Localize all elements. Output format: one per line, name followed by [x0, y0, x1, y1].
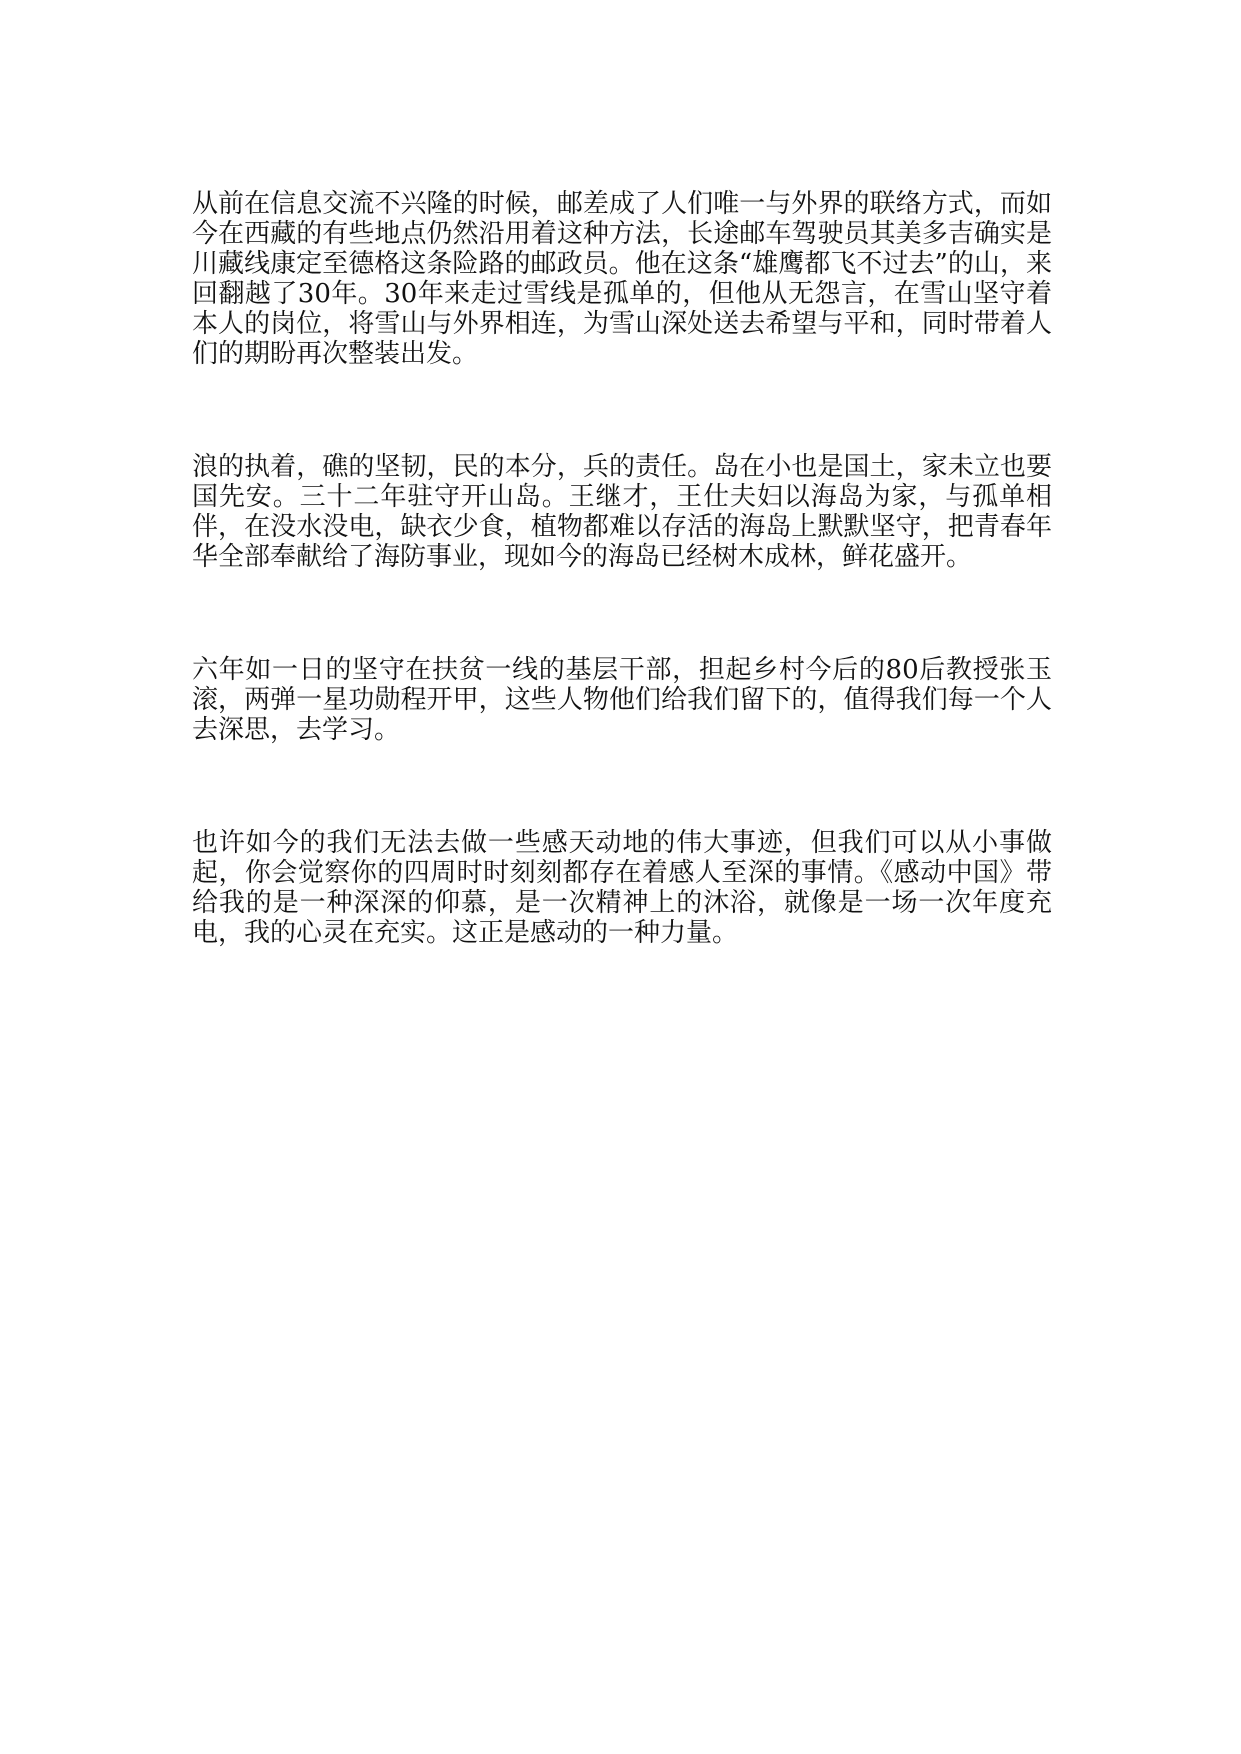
paragraph-postman: 从前在信息交流不兴隆的时候，邮差成了人们唯一与外界的联络方式，而如今在西藏的有些地点仍然沿用着这种方法，长途邮车驾驶员其美多吉确实是川藏线康定至德格这条险路的邮政员。他在这条“雄鹰都飞不过去”的山，来回翻越了30年。30年来走过雪线是孤单的，但他从无怨言，在雪山坚守着本人的岗位，将雪山与外界相连，为雪山深处送去希望与平和，同时带着人们的期盼再次整装出发。	[192, 189, 1052, 369]
document-body	[192, 189, 1052, 948]
paragraph-reflection: 也许如今的我们无法去做一些感天动地的伟大事迹，但我们可以从小事做起，你会觉察你的四周时时刻刻都存在着感人至深的事情。《感动中国》带给我的是一种深深的仰慕，是一次精神上的沐浴，就像是一场一次年度充电，我的心灵在充实。这正是感动的一种力量。	[192, 828, 1052, 948]
paragraph-role-models: 六年如一日的坚守在扶贫一线的基层干部，担起乡村今后的80后教授张玉滚，两弹一星功勋程开甲，这些人物他们给我们留下的，值得我们每一个人去深思，去学习。	[192, 655, 1052, 745]
paragraph-island-guard: 浪的执着，礁的坚韧，民的本分，兵的责任。岛在小也是国土，家未立也要国先安。三十二年驻守开山岛。王继才，王仕夫妇以海岛为家，与孤单相伴，在没水没电，缺衣少食，植物都难以存活的海岛上默默坚守，把青春年华全部奉献给了海防事业，现如今的海岛已经树木成林，鲜花盛开。	[192, 452, 1052, 572]
